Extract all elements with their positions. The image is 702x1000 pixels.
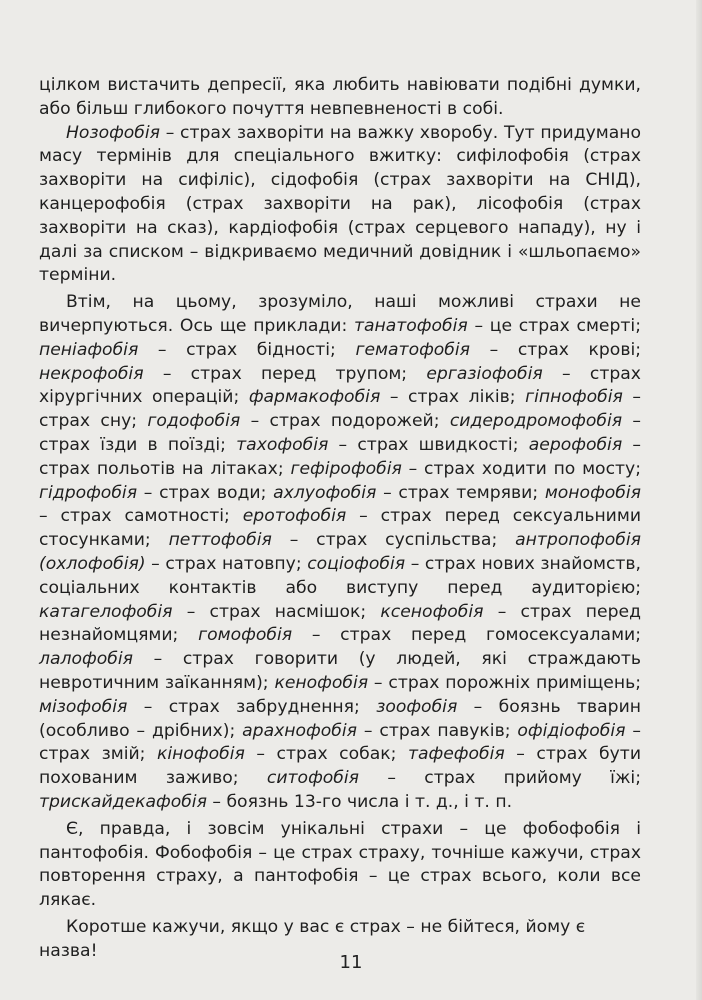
term-italic: гематофобія	[355, 339, 471, 360]
term-italic: ситофобія	[266, 768, 359, 789]
text-run: Коротше кажучи, якщо у вас є страх – не бійтеся, йому є назва!	[39, 916, 586, 961]
text-run: – страх хірургічних операцій;	[39, 363, 641, 408]
text-run: – страх павуків;	[356, 720, 518, 741]
term-italic: гомофобія	[198, 625, 293, 646]
paragraph	[39, 74, 641, 122]
text-run: – страх собак;	[244, 744, 408, 765]
text-run: – страх перед гомосексуалами;	[292, 625, 641, 646]
term-italic: ксенофобія	[380, 601, 484, 622]
term-italic: офідіофобія	[517, 720, 626, 741]
term-italic: лалофобія	[39, 649, 133, 670]
text-run: – страх сну;	[39, 387, 641, 432]
term-italic: тафефобія	[407, 744, 505, 765]
term-italic: соціофобія	[307, 553, 406, 574]
paragraph	[39, 122, 641, 289]
text-run: – страх порожніх приміщень;	[368, 672, 641, 693]
text-run: – страх змій;	[39, 720, 641, 765]
text-run: – страх бути похованим заживо;	[39, 744, 641, 789]
term-italic: петтофобія	[168, 530, 272, 551]
body-text	[39, 74, 641, 963]
text-run: – страх прийому їжі;	[359, 768, 641, 789]
text-run: – страх перед незнайомцями;	[39, 601, 641, 646]
text-run: цілком вистачить депресії, яка любить навіювати подібні думки, або більш глибокого почуття невпевненості в собі.	[39, 75, 641, 119]
text-run: – страх швидкості;	[328, 434, 529, 455]
page-number: 11	[339, 952, 363, 973]
term-italic: кінофобія	[157, 744, 245, 765]
term-italic: некрофобія	[39, 363, 144, 384]
term-italic: катагелофобія	[39, 601, 173, 622]
term-italic: тахофобія	[236, 434, 329, 455]
term-italic: фармакофобія	[248, 387, 381, 408]
text-run: – страх перед трупом;	[143, 363, 427, 384]
text-run: – страх натовпу;	[145, 553, 308, 574]
text-run: – страх забруднення;	[127, 696, 377, 717]
term-italic: гіпнофобія	[525, 387, 623, 408]
term-italic: Нозофобія	[66, 122, 161, 143]
text-run: – боязнь 13-го числа і т. д., і т. п.	[206, 791, 513, 812]
text-run: – страх нових знайомств, соціальних контактів або виступу перед аудиторією;	[39, 553, 641, 598]
text-run: – страх ліків;	[380, 387, 526, 408]
text-run: – страх насмішок;	[172, 601, 381, 622]
term-italic: ахлуофобія	[273, 482, 377, 503]
text-run: – страх перед сексуальними стосунками;	[39, 506, 641, 551]
text-run: – страх захворіти на важку хворобу. Тут придумано масу термінів для спеціального вжитку: сифілофобія (страх захворіти на сифіліс), сідофобія (страх захворіти на СНІД), канцерофобія (страх захворіти на рак), лісофобія (страх захворіти на сказ), кардіофобія (страх серцевого нападу), ну і далі за списком – відкриваємо медичний довідник і «шльопаємо» терміни.	[39, 122, 641, 286]
term-italic: танатофобія	[353, 315, 468, 336]
text-run: – страх подорожей;	[240, 411, 450, 432]
text-run: – страх ходити по мосту;	[401, 458, 641, 479]
term-italic: ергазіофобія	[426, 363, 543, 384]
term-italic: гефірофобія	[290, 458, 402, 479]
page-edge	[696, 0, 702, 1000]
term-italic: кенофобія	[274, 672, 369, 693]
term-italic: антропофобія (охлофобія)	[39, 530, 642, 574]
paragraph	[39, 291, 641, 815]
text-run: – страх води;	[137, 482, 274, 503]
term-italic: гідрофобія	[39, 482, 138, 503]
term-italic: арахнофобія	[242, 720, 357, 741]
text-run: – страх крові;	[470, 339, 642, 360]
term-italic: монофобія	[544, 482, 641, 503]
term-italic: зоофобія	[376, 696, 458, 717]
term-italic: сидеродромофобія	[449, 411, 623, 432]
text-run: – страх польотів на літаках;	[39, 434, 641, 479]
term-italic: еротофобія	[242, 506, 347, 527]
term-italic: трискайдекафобія	[39, 791, 207, 812]
text-run: – страх бідності;	[138, 339, 356, 360]
text-run: Є, правда, і зовсім унікальні страхи – це фобофобія і пантофобія. Фобофобія – це страх страху, точніше кажучи, страх повторення страху, а пантофобія – це страх всього, коли все лякає.	[39, 818, 641, 911]
term-italic: пеніафобія	[39, 339, 139, 360]
text-run: – це страх смерті;	[467, 315, 641, 336]
text-run: – страх їзди в поїзді;	[39, 411, 641, 455]
text-run: – страх темряви;	[376, 482, 545, 503]
text-run: – страх суспільства;	[271, 530, 516, 551]
text-run: – страх самотності;	[39, 506, 243, 527]
text-run: – боязнь тварин (особливо – дрібних);	[39, 696, 641, 741]
term-italic: аерофобія	[528, 434, 623, 455]
term-italic: годофобія	[147, 411, 241, 432]
term-italic: мізофобія	[39, 696, 128, 717]
paragraph	[39, 818, 641, 913]
text-run: – страх говорити (у людей, які страждають невротичним заїканням);	[39, 649, 641, 693]
text-run: Втім, на цьому, зрозуміло, наші можливі страхи не вичерпуються. Ось ще приклади:	[39, 292, 641, 336]
